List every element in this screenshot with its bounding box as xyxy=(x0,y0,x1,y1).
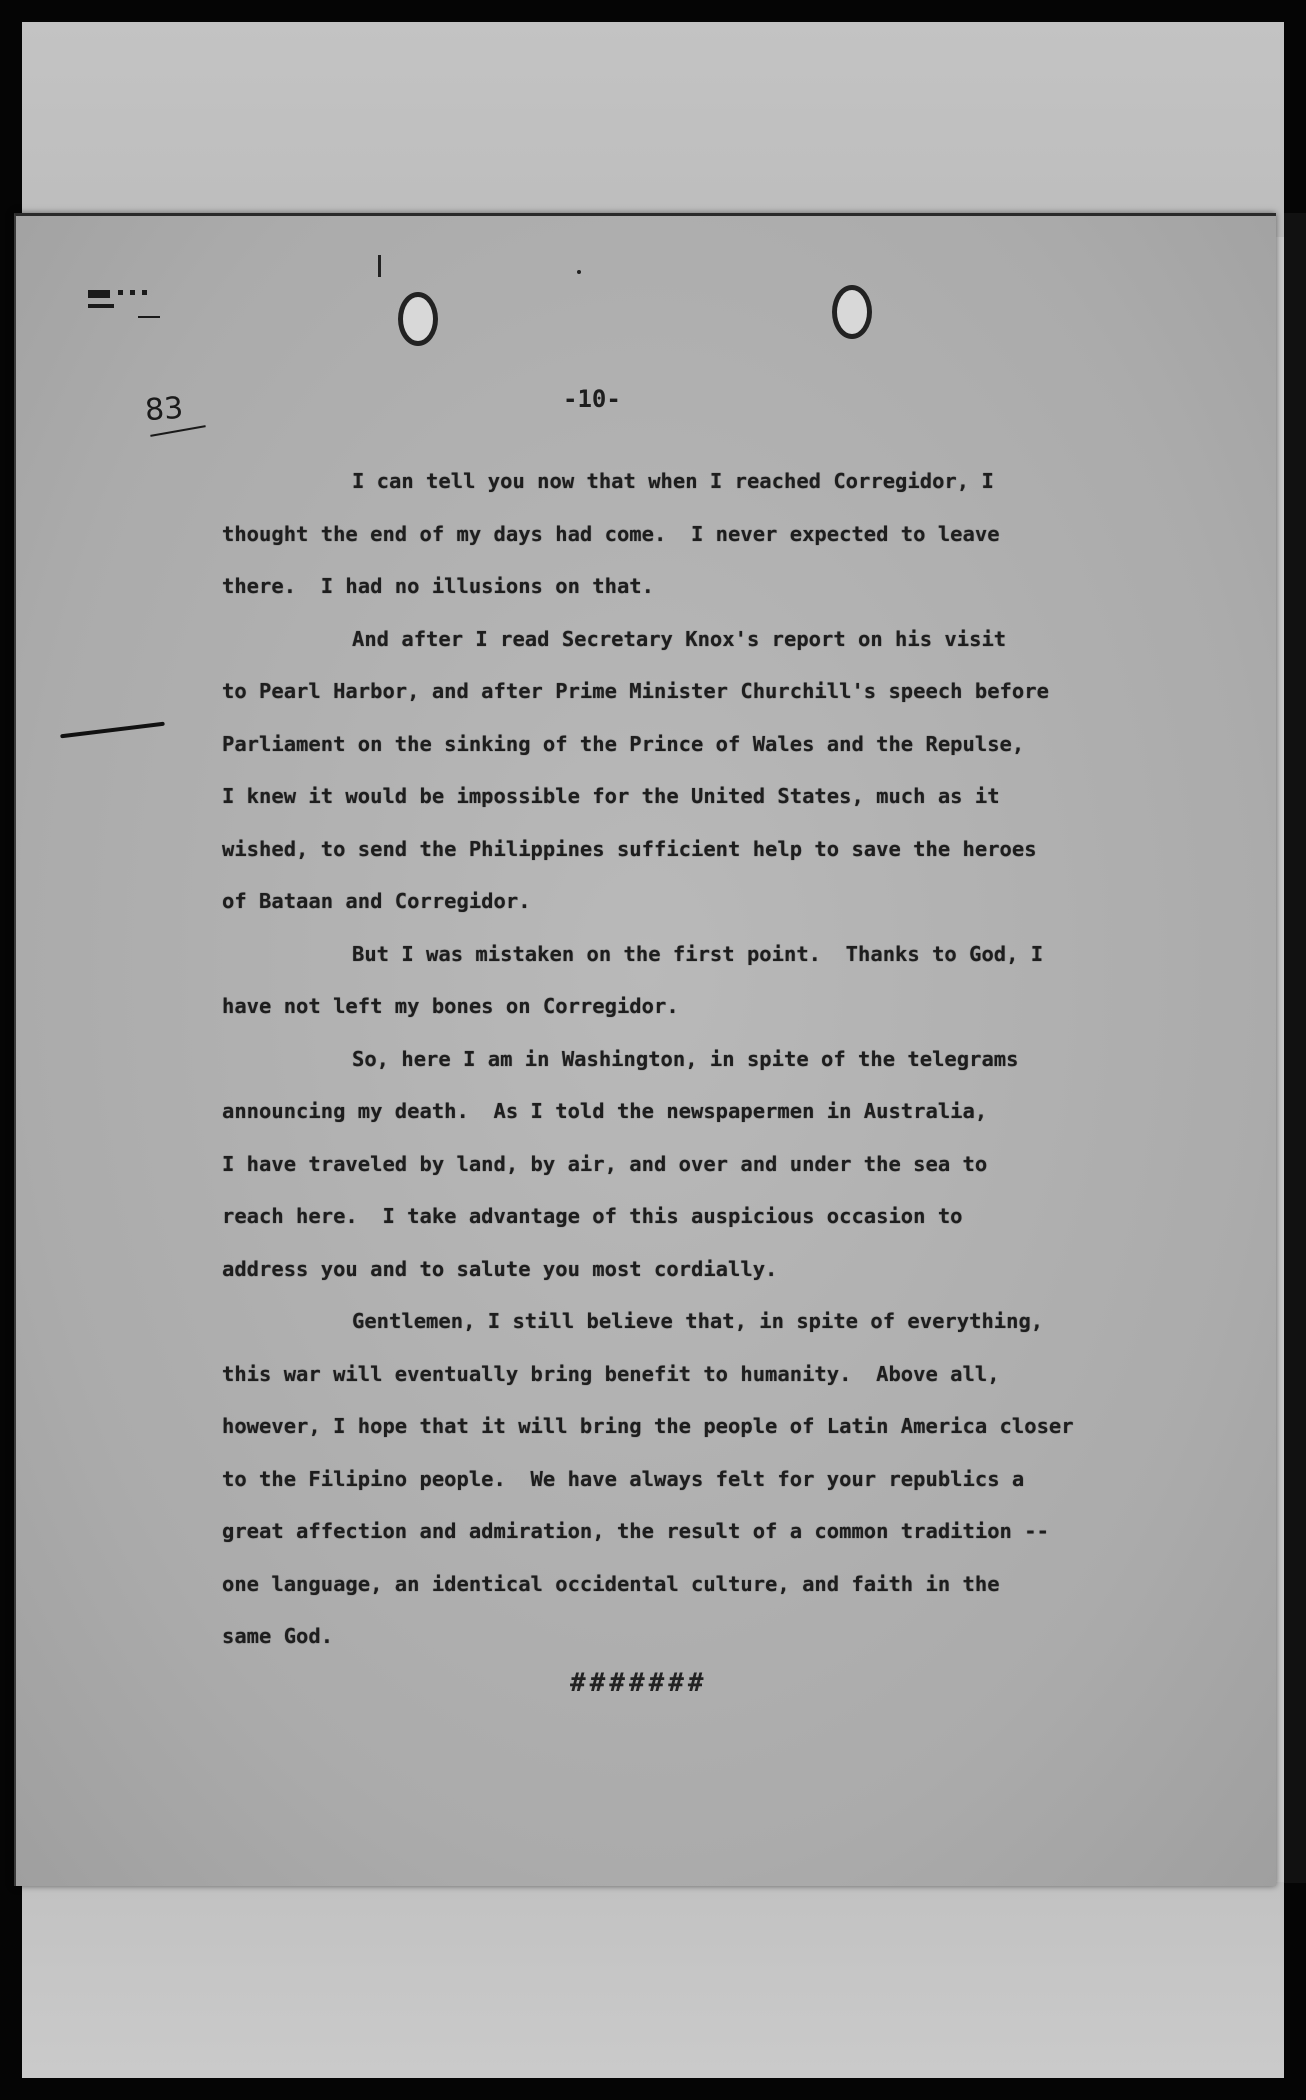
corner-ink-mark xyxy=(88,290,168,330)
end-mark: ####### xyxy=(570,1668,708,1698)
text-line: And after I read Secretary Knox's report on his visit xyxy=(352,626,1007,651)
scan-right-edge xyxy=(1284,213,1306,1883)
text-line: one language, an identical occidental culture, and faith in the xyxy=(222,1571,1000,1596)
folio-number: 83 xyxy=(143,390,185,429)
text-line: But I was mistaken on the first point. Thanks to God, I xyxy=(352,941,1044,966)
text-line: I can tell you now that when I reached Corregidor, I xyxy=(352,469,994,493)
text-line: to Pearl Harbor, and after Prime Minister Churchill's speech before xyxy=(222,679,1049,703)
ink-tick xyxy=(378,255,381,277)
text-line: announcing my death. As I told the newspapermen in Australia, xyxy=(222,1099,988,1123)
backing-sheet-top xyxy=(22,22,1284,237)
text-line: reach here. I take advantage of this auspicious occasion to xyxy=(222,1204,963,1228)
punch-hole-right xyxy=(832,285,872,339)
text-line: thought the end of my days had come. I never expected to leave xyxy=(222,521,1000,546)
text-line: however, I hope that it will bring the people of Latin America closer xyxy=(222,1414,1074,1438)
text-line: I have traveled by land, by air, and over and under the sea to xyxy=(222,1151,988,1176)
text-line: this war will eventually bring benefit to humanity. Above all, xyxy=(222,1361,1000,1386)
text-line: address you and to salute you most cordially. xyxy=(222,1256,778,1281)
text-line: of Bataan and Corregidor. xyxy=(222,889,531,913)
punch-hole-left xyxy=(398,292,438,346)
body-text xyxy=(222,455,1147,1663)
text-line: Parliament on the sinking of the Prince of Wales and the Repulse, xyxy=(222,731,1025,756)
text-line: So, here I am in Washington, in spite of the telegrams xyxy=(352,1046,1019,1071)
text-line: great affection and admiration, the result of a common tradition -- xyxy=(222,1519,1049,1543)
text-line: have not left my bones on Corregidor. xyxy=(222,994,679,1018)
text-line: there. I had no illusions on that. xyxy=(222,574,654,598)
backing-sheet-bottom xyxy=(22,1882,1284,2078)
text-line: wished, to send the Philippines sufficient help to save the heroes xyxy=(222,836,1037,861)
ink-dot xyxy=(577,270,581,274)
text-line: Gentlemen, I still believe that, in spite of everything, xyxy=(352,1309,1044,1333)
text-line: I knew it would be impossible for the United States, much as it xyxy=(222,784,1000,808)
text-line: to the Filipino people. We have always felt for your republics a xyxy=(222,1466,1025,1491)
page-number: -10- xyxy=(563,385,621,413)
text-line: same God. xyxy=(222,1624,334,1648)
